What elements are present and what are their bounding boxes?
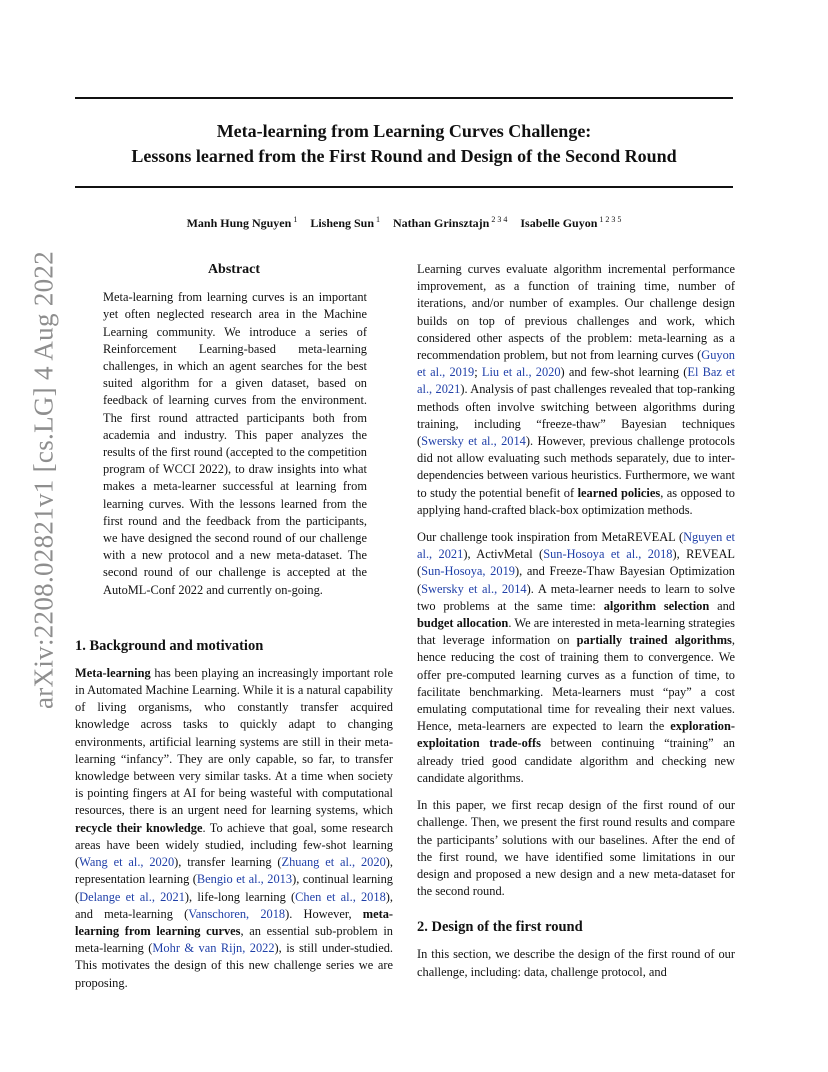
citation-link[interactable]: Nguyen et al., 2021	[417, 530, 735, 562]
author-name: Manh Hung Nguyen	[186, 216, 292, 230]
title-rule-bottom	[75, 186, 733, 188]
bold-term: partially trained algorithms	[576, 633, 732, 648]
abstract-heading: Abstract	[207, 262, 261, 277]
citation-link[interactable]: Swersky et al., 2014	[421, 434, 526, 449]
right-column	[417, 261, 735, 981]
section-2-paragraph: In this section, we describe the design of the first round of our challenge, including: data, challenge protocol, and	[417, 947, 735, 979]
paper-title-line-1: Meta-learning from Learning Curves Challenge:	[216, 121, 592, 141]
citation-link[interactable]: El Baz et al., 2021	[417, 365, 735, 397]
citation-link[interactable]: Liu et al., 2020	[481, 365, 561, 380]
bold-term: budget allocation	[417, 616, 509, 631]
author-affiliation: 1	[293, 215, 298, 224]
section-1-paragraph: Meta-learning has been playing an increasingly important role in Automated Machine Learning. While it is a natural capability of living organisms, who constantly transfer acquired knowledge across tasks to quickly adapt to changing environments, artificial learning systems are still in their meta-learning “infancy”. They are only capable, so far, to transfer knowledge between very similar tasks. At a time when society is pointing fingers at AI for being wasteful with computational resources, there is an urgent need for learning systems, which recycle their knowledge. To achieve that goal, some research areas have been widely studied, including few-shot learning (Wang et al., 2020), transfer learning (Zhuang et al., 2020), representation learning (Bengio et al., 2013), continual learning (Delange et al., 2021), life-long learning (Chen et al., 2018), and meta-learning (Vanschoren, 2018). However, meta-learning from learning curves, an essential sub-problem in meta-learning (Mohr & van Rijn, 2022), is still under-studied. This motivates the design of this new challenge series we are proposing.	[75, 665, 394, 990]
citation-link[interactable]: Chen et al., 2018	[295, 889, 386, 904]
section-2-heading: 2. Design of the first round	[417, 919, 583, 936]
author-name: Lisheng Sun	[310, 216, 375, 230]
bold-term: exploration-exploitation trade-offs	[417, 719, 735, 751]
paper-title-line-2: Lessons learned from the First Round and Design of the Second Round	[131, 146, 677, 166]
section-1-heading: 1. Background and motivation	[75, 637, 264, 654]
author-name: Isabelle Guyon	[520, 216, 598, 230]
citation-link[interactable]: Sun-Hosoya, 2019	[421, 564, 515, 579]
citation-link[interactable]: Sun-Hosoya et al., 2018	[543, 547, 673, 562]
author-list	[75, 215, 733, 231]
citation-link[interactable]: Guyon et al., 2019	[417, 348, 735, 380]
author-name: Nathan Grinsztajn	[393, 216, 490, 230]
bold-term: learned policies	[577, 485, 661, 500]
abstract-text: Meta-learning from learning curves is an important yet often neglected research area in the Machine Learning community. We introduce a series of Reinforcement Learning-based meta-learning challenges, in which an agent searches for the best suited algorithm for a given dataset, based on feedback of learning curves from the environment. The first round attracted participants both from academia and industry. This paper analyzes the results of the first round (accepted to the competition program of WCCI 2022), to draw insights into what makes a meta-learner successful at learning from learning curves. With the lessons learned from the first round and the feedback from the participants, we have designed the second round of our challenge with a new protocol and a new meta-dataset. The second round of our challenge is accepted at the AutoML-Conf 2022 and currently on-going.	[103, 290, 367, 597]
intro-paragraph-1: Learning curves evaluate algorithm incremental performance improvement, as a function of training time, number of iterations, and/or number of examples. Our challenge design builds on top of previous challenges and work, which considered other aspects of the problem: meta-learning as a recommendation problem, but not from learning curves (Guyon et al., 2019; Liu et al., 2020) and few-shot learning (El Baz et al., 2021). Analysis of past challenges revealed that top-ranking methods often involve switching between algorithms during training, including “freeze-thaw” Bayesian techniques (Swersky et al., 2014). However, previous challenge protocols did not allow evaluating such methods separately, due to inter-dependencies between various heuristics. Furthermore, we want to study the potential benefit of learned policies, as opposed to applying hand-crafted black-box optimization methods.	[417, 262, 735, 517]
bold-term: meta-learning from learning curves	[75, 906, 394, 938]
citation-link[interactable]: Mohr & van Rijn, 2022	[152, 941, 275, 956]
citation-link[interactable]: Swersky et al., 2014	[421, 581, 527, 596]
intro-paragraph-2: Our challenge took inspiration from MetaREVEAL (Nguyen et al., 2021), ActivMetal (Sun-Hosoya et al., 2018), REVEAL (Sun-Hosoya, 2019), and Freeze-Thaw Bayesian Optimization (Swersky et al., 2014). A meta-learner needs to learn to solve two problems at the same time: algorithm selection and budget allocation. We are interested in meta-learning strategies that leverage information on partially trained algorithms, hence reducing the cost of training them to convergence. We offer pre-computed learning curves as a function of time, to facilitate benchmarking. Meta-learners must “pay” a cost emulating computational time for revealing their next values. Hence, meta-learners are expected to learn the exploration-exploitation trade-offs between continuing “training” an already tried good candidate algorithm and checking new candidate algorithms.	[417, 530, 736, 785]
intro-paragraph-3: In this paper, we first recap design of the first round of our challenge. Then, we present the first round results and compare the participants’ solutions with our baselines. After the end of the first round, we have identified some limitations in our design and proposed a new design and a new meta-dataset for the second round.	[417, 798, 735, 899]
left-column	[75, 261, 393, 992]
bold-term: recycle their knowledge	[75, 820, 203, 835]
title-rule-top	[75, 97, 733, 99]
citation-link[interactable]: Wang et al., 2020	[79, 855, 175, 870]
bold-term: Meta-learning	[75, 665, 151, 680]
author-affiliation: 2 3 4	[491, 215, 508, 224]
citation-link[interactable]: Delange et al., 2021	[79, 889, 185, 904]
author-affiliation: 1 2 3 5	[599, 215, 622, 224]
citation-link[interactable]: Vanschoren, 2018	[188, 906, 286, 921]
arxiv-identifier: arXiv:2208.02821v1 [cs.LG] 4 Aug 2022	[28, 250, 59, 710]
bold-term: algorithm selection	[603, 598, 710, 613]
citation-link[interactable]: Bengio et al., 2013	[196, 872, 293, 887]
author-affiliation: 1	[376, 215, 381, 224]
citation-link[interactable]: Zhuang et al., 2020	[281, 855, 386, 870]
